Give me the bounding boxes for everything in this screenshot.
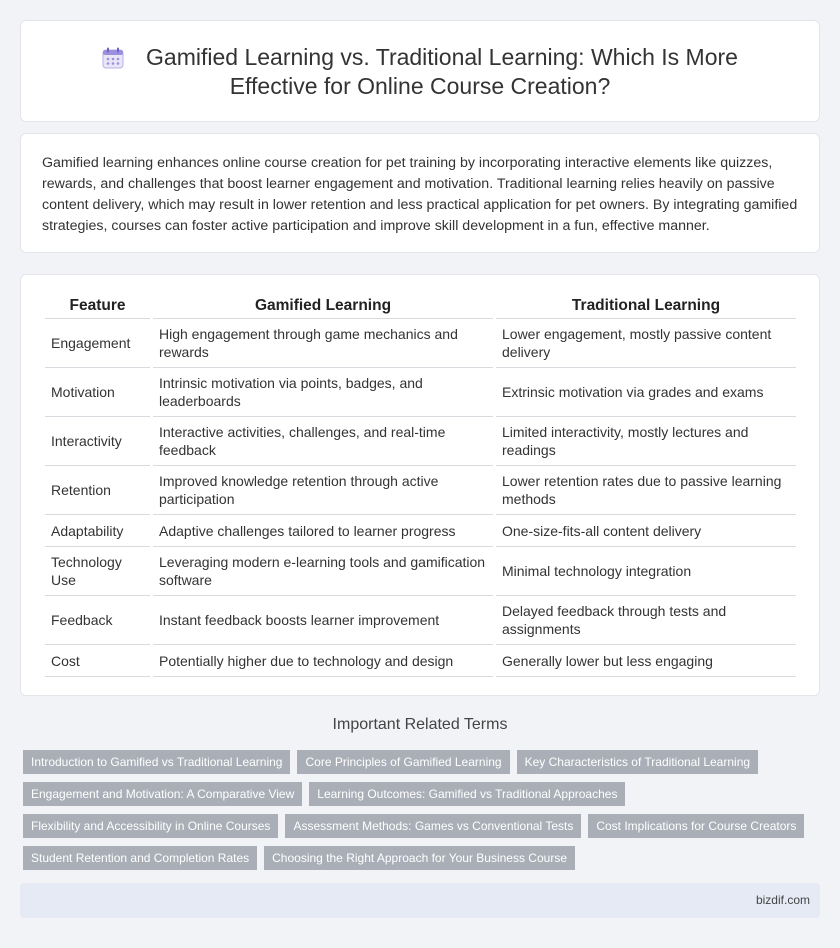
table-row — [45, 596, 796, 645]
footer-site-link[interactable]: bizdif.com — [755, 893, 810, 907]
related-term-tag[interactable]: Assessment Methods: Games vs Conventional Tests — [285, 814, 581, 838]
related-terms-title: Important Related Terms — [332, 716, 508, 733]
related-term-tag[interactable]: Choosing the Right Approach for Your Business Course — [264, 846, 575, 870]
related-term-tag[interactable]: Cost Implications for Course Creators — [588, 814, 804, 838]
traditional-cell: Extrinsic motivation via grades and exams — [496, 368, 796, 417]
related-term-tag[interactable]: Student Retention and Completion Rates — [23, 846, 257, 870]
table-row — [45, 547, 796, 596]
gamified-cell: Leveraging modern e-learning tools and gamification software — [153, 547, 493, 596]
table-row — [45, 319, 796, 368]
traditional-cell: Delayed feedback through tests and assignments — [496, 596, 796, 645]
header-feature: Feature — [45, 293, 150, 319]
intro-paragraph: Gamified learning enhances online course creation for pet training by incorporating interactive elements like quizzes, rewards, and challenges that boost learner engagement and motivation. Traditional learning relies heavily on passive content delivery, which may result in lower retention and less practical application for pet owners. By integrating gamified strategies, courses can foster active participation and improve skill development in a fun, effective manner. — [42, 155, 798, 234]
gamified-cell: Intrinsic motivation via points, badges, and leaderboards — [153, 368, 493, 417]
traditional-cell: One-size-fits-all content delivery — [496, 515, 796, 547]
title-line-1: Gamified Learning vs. Traditional Learning: Which Is More — [146, 44, 738, 70]
related-terms-list — [23, 750, 823, 870]
table-row — [45, 466, 796, 515]
gamified-cell: High engagement through game mechanics and rewards — [153, 319, 493, 368]
title-line-2: Effective for Online Course Creation? — [229, 73, 611, 99]
footer — [20, 883, 820, 918]
traditional-cell: Minimal technology integration — [496, 547, 796, 596]
traditional-cell: Generally lower but less engaging — [496, 645, 796, 677]
feature-cell: Feedback — [45, 596, 150, 645]
page-title — [21, 43, 819, 101]
calendar-icon — [102, 47, 124, 69]
related-term-tag[interactable]: Learning Outcomes: Gamified vs Traditional Approaches — [309, 782, 625, 806]
traditional-cell: Lower engagement, mostly passive content delivery — [496, 319, 796, 368]
gamified-cell: Potentially higher due to technology and design — [153, 645, 493, 677]
feature-cell: Technology Use — [45, 547, 150, 596]
table-row — [45, 645, 796, 677]
gamified-cell: Adaptive challenges tailored to learner progress — [153, 515, 493, 547]
comparison-card — [20, 274, 820, 696]
traditional-cell: Lower retention rates due to passive learning methods — [496, 466, 796, 515]
comparison-table — [42, 293, 799, 677]
related-term-tag[interactable]: Key Characteristics of Traditional Learning — [517, 750, 758, 774]
table-row — [45, 417, 796, 466]
gamified-cell: Interactive activities, challenges, and real-time feedback — [153, 417, 493, 466]
table-header-row — [45, 293, 796, 319]
gamified-cell: Improved knowledge retention through active participation — [153, 466, 493, 515]
related-term-tag[interactable]: Core Principles of Gamified Learning — [297, 750, 509, 774]
header-card — [20, 20, 820, 122]
traditional-cell: Limited interactivity, mostly lectures and readings — [496, 417, 796, 466]
feature-cell: Adaptability — [45, 515, 150, 547]
feature-cell: Interactivity — [45, 417, 150, 466]
table-row — [45, 368, 796, 417]
related-term-tag[interactable]: Engagement and Motivation: A Comparative View — [23, 782, 302, 806]
header-traditional: Traditional Learning — [496, 293, 796, 319]
feature-cell: Retention — [45, 466, 150, 515]
feature-cell: Cost — [45, 645, 150, 677]
related-term-tag[interactable]: Introduction to Gamified vs Traditional Learning — [23, 750, 290, 774]
intro-card — [20, 133, 820, 253]
feature-cell: Engagement — [45, 319, 150, 368]
feature-cell: Motivation — [45, 368, 150, 417]
gamified-cell: Instant feedback boosts learner improvement — [153, 596, 493, 645]
table-row — [45, 515, 796, 547]
header-gamified: Gamified Learning — [153, 293, 493, 319]
related-term-tag[interactable]: Flexibility and Accessibility in Online Courses — [23, 814, 278, 838]
